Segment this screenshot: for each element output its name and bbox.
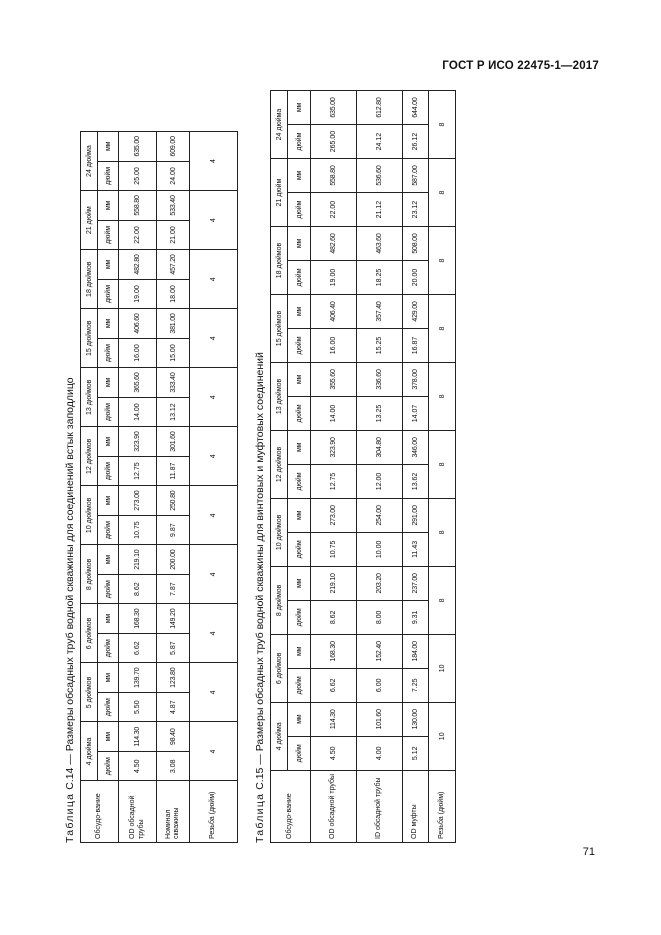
size-header: 12 дюймов (271, 430, 288, 498)
unit-inch-header: дюйм (288, 125, 311, 159)
cell: 14.00 (311, 396, 357, 430)
unit-mm-header: мм (98, 722, 119, 752)
row-label: OD обсадной трубы (119, 781, 157, 843)
cell: 273.00 (311, 498, 357, 532)
caption-label: Таблица (64, 792, 76, 843)
cell: 139.70 (119, 663, 157, 693)
cell: 4.50 (119, 751, 157, 781)
cell: 4 (190, 663, 238, 722)
cell: 378.00 (403, 362, 429, 396)
cell: 4 (190, 486, 238, 545)
cell: 15.25 (357, 328, 403, 362)
cell: 24.12 (357, 125, 403, 159)
unit-mm-header: мм (98, 250, 119, 280)
cell: 346.00 (403, 430, 429, 464)
cell: 20.00 (403, 261, 429, 295)
unit-inch-header: дюйм (98, 279, 119, 309)
cell: 10 (429, 634, 456, 702)
size-header: 18 дюймов (271, 227, 288, 295)
cell: 357.40 (357, 295, 403, 329)
cell: 219.10 (311, 566, 357, 600)
cell: 482.80 (119, 250, 157, 280)
cell: 101.60 (357, 702, 403, 736)
unit-header-row (98, 132, 119, 843)
size-header: 24 дюйма (271, 91, 288, 159)
cell: 16.00 (311, 328, 357, 362)
table-c15-block (250, 85, 456, 843)
unit-mm-header: мм (98, 663, 119, 693)
cell: 4 (190, 722, 238, 781)
cell: 463.60 (357, 227, 403, 261)
cell: 4.87 (157, 692, 190, 722)
table-row-thread (190, 132, 238, 843)
cell: 18.00 (157, 279, 190, 309)
unit-inch-header: дюйм (288, 668, 311, 702)
unit-mm-header: мм (98, 368, 119, 398)
cell: 365.60 (119, 368, 157, 398)
cell: 4 (190, 368, 238, 427)
size-header: 21 дюйм (271, 159, 288, 227)
unit-inch-header: дюйм (98, 397, 119, 427)
cell: 8 (429, 295, 456, 363)
cell: 5.12 (403, 736, 429, 770)
cell: 7.25 (403, 668, 429, 702)
cell: 6.62 (311, 668, 357, 702)
page-number: 71 (582, 846, 595, 858)
cell: 8 (429, 566, 456, 634)
size-header: 15 дюймов (81, 309, 98, 368)
cell: 13.12 (157, 397, 190, 427)
cell: 5.50 (119, 692, 157, 722)
table-row-nominal (157, 132, 190, 843)
cell: 4.00 (357, 736, 403, 770)
table-row-thread (429, 91, 456, 843)
table-c15 (270, 90, 456, 843)
size-header: 18 дюймов (81, 250, 98, 309)
cell: 19.00 (311, 261, 357, 295)
cell: 4 (190, 309, 238, 368)
cell: 333.40 (157, 368, 190, 398)
row-label: OD муфты (403, 770, 429, 842)
size-header: 24 дюйма (81, 132, 98, 191)
cell: 8 (429, 498, 456, 566)
size-header: 8 дюймов (81, 545, 98, 604)
size-header: 15 дюймов (271, 295, 288, 363)
table-row-id (357, 91, 403, 843)
cell: 123.80 (157, 663, 190, 693)
cell: 4 (190, 427, 238, 486)
unit-inch-header: дюйм (288, 261, 311, 295)
unit-mm-header: мм (98, 309, 119, 339)
cell: 12.00 (357, 464, 403, 498)
size-header: 10 дюймов (81, 486, 98, 545)
cell: 3.08 (157, 751, 190, 781)
cell: 265.00 (311, 125, 357, 159)
unit-inch-header: дюйм (98, 751, 119, 781)
size-header: 6 дюймов (81, 604, 98, 663)
cell: 612.80 (357, 91, 403, 125)
cell: 508.00 (403, 227, 429, 261)
cell: 4 (190, 250, 238, 309)
cell: 13.62 (403, 464, 429, 498)
cell: 8 (429, 227, 456, 295)
cell: 4 (190, 132, 238, 191)
unit-inch-header: дюйм (288, 736, 311, 770)
cell: 609.00 (157, 132, 190, 162)
unit-inch-header: дюйм (288, 193, 311, 227)
cell: 4 (190, 545, 238, 604)
cell: 11.43 (403, 532, 429, 566)
unit-inch-header: дюйм (288, 600, 311, 634)
cell: 219.10 (119, 545, 157, 575)
unit-mm-header: мм (288, 227, 311, 261)
cell: 336.60 (357, 362, 403, 396)
unit-mm-header: мм (288, 91, 311, 125)
cell: 406.60 (119, 309, 157, 339)
cell: 237.00 (403, 566, 429, 600)
unit-inch-header: дюйм (98, 515, 119, 545)
size-header: 8 дюймов (271, 566, 288, 634)
unit-inch-header: дюйм (98, 574, 119, 604)
table-row-od (119, 132, 157, 843)
caption-number: С.15 (254, 767, 266, 790)
unit-mm-header: мм (288, 498, 311, 532)
page-header: ГОСТ Р ИСО 22475-1—2017 (442, 60, 599, 72)
cell: 200.00 (157, 545, 190, 575)
unit-mm-header: мм (98, 545, 119, 575)
unit-inch-header: дюйм (98, 161, 119, 191)
cell: 482.60 (311, 227, 357, 261)
row-label: Резьба (дюйм) (429, 770, 456, 842)
cell: 25.00 (119, 161, 157, 191)
unit-inch-header: дюйм (288, 532, 311, 566)
unit-inch-header: дюйм (288, 328, 311, 362)
cell: 635.00 (311, 91, 357, 125)
cell: 15.00 (157, 338, 190, 368)
cell: 10.00 (357, 532, 403, 566)
cell: 21.00 (157, 220, 190, 250)
cell: 406.40 (311, 295, 357, 329)
cell: 291.00 (403, 498, 429, 532)
cell: 12.75 (119, 456, 157, 486)
cell: 8.62 (119, 574, 157, 604)
unit-header-row (288, 91, 311, 843)
corner-header: Обсудо-вание (271, 770, 311, 842)
unit-mm-header: мм (288, 295, 311, 329)
cell: 9.31 (403, 600, 429, 634)
cell: 18.25 (357, 261, 403, 295)
cell: 558.80 (119, 191, 157, 221)
cell: 429.00 (403, 295, 429, 329)
cell: 533.40 (157, 191, 190, 221)
caption-number: С.14 (64, 767, 76, 790)
cell: 10 (429, 702, 456, 770)
unit-inch-header: дюйм (288, 396, 311, 430)
cell: 273.00 (119, 486, 157, 516)
table-row-od (311, 91, 357, 843)
cell: 152.40 (357, 634, 403, 668)
cell: 8 (429, 430, 456, 498)
cell: 184.00 (403, 634, 429, 668)
size-header: 4 дюйма (271, 702, 288, 770)
table-header-row (271, 91, 288, 843)
unit-inch-header: дюйм (98, 220, 119, 250)
cell: 149.20 (157, 604, 190, 634)
cell: 12.75 (311, 464, 357, 498)
cell: 203.20 (357, 566, 403, 600)
cell: 114.30 (311, 702, 357, 736)
row-label: Номинал скважины (157, 781, 190, 843)
table-c15-caption (250, 85, 270, 843)
cell: 301.60 (157, 427, 190, 457)
cell: 4 (190, 191, 238, 250)
size-header: 4 дюйма (81, 722, 98, 781)
cell: 6.00 (357, 668, 403, 702)
caption-text: — Размеры обсадных труб водной скважины для соединений встык заподлицо (64, 377, 76, 768)
cell: 11.87 (157, 456, 190, 486)
cell: 5.87 (157, 633, 190, 663)
unit-mm-header: мм (288, 430, 311, 464)
cell: 4 (190, 604, 238, 663)
cell: 130.00 (403, 702, 429, 736)
row-label: ID обсадной трубы (357, 770, 403, 842)
row-label: OD обсадной трубы (311, 770, 357, 842)
table-c14-block (60, 85, 238, 843)
size-header: 10 дюймов (271, 498, 288, 566)
caption-label: Таблица (254, 792, 266, 843)
cell: 22.00 (311, 193, 357, 227)
cell: 168.30 (119, 604, 157, 634)
unit-inch-header: дюйм (98, 338, 119, 368)
unit-inch-header: дюйм (98, 692, 119, 722)
unit-mm-header: мм (288, 362, 311, 396)
cell: 10.75 (119, 515, 157, 545)
cell: 16.00 (119, 338, 157, 368)
cell: 16.87 (403, 328, 429, 362)
unit-mm-header: мм (288, 702, 311, 736)
cell: 14.07 (403, 396, 429, 430)
cell: 13.25 (357, 396, 403, 430)
cell: 381.00 (157, 309, 190, 339)
cell: 10.75 (311, 532, 357, 566)
cell: 250.80 (157, 486, 190, 516)
cell: 304.80 (357, 430, 403, 464)
cell: 355.60 (311, 362, 357, 396)
cell: 587.00 (403, 159, 429, 193)
size-header: 21 дюйм (81, 191, 98, 250)
row-label: Резьба (дюйм) (190, 781, 238, 843)
corner-header: Обсудо-вание (81, 781, 119, 843)
size-header: 6 дюймов (271, 634, 288, 702)
cell: 98.40 (157, 722, 190, 752)
unit-mm-header: мм (288, 159, 311, 193)
cell: 22.00 (119, 220, 157, 250)
cell: 6.62 (119, 633, 157, 663)
table-row-coupling-od (403, 91, 429, 843)
cell: 8 (429, 362, 456, 430)
cell: 114.30 (119, 722, 157, 752)
cell: 7.87 (157, 574, 190, 604)
size-header: 13 дюймов (271, 362, 288, 430)
cell: 168.30 (311, 634, 357, 668)
table-c14-caption (60, 85, 80, 843)
cell: 635.00 (119, 132, 157, 162)
size-header: 5 дюймов (81, 663, 98, 722)
cell: 23.12 (403, 193, 429, 227)
size-header: 13 дюймов (81, 368, 98, 427)
unit-inch-header: дюйм (98, 633, 119, 663)
cell: 254.00 (357, 498, 403, 532)
unit-mm-header: мм (288, 634, 311, 668)
cell: 536.60 (357, 159, 403, 193)
unit-mm-header: мм (98, 486, 119, 516)
cell: 4.50 (311, 736, 357, 770)
cell: 14.00 (119, 397, 157, 427)
cell: 8 (429, 91, 456, 159)
unit-mm-header: мм (288, 566, 311, 600)
cell: 24.00 (157, 161, 190, 191)
caption-text: — Размеры обсадных труб водной скважины для винтовых и муфтовых соединений (254, 352, 266, 768)
unit-mm-header: мм (98, 604, 119, 634)
cell: 21.12 (357, 193, 403, 227)
cell: 457.20 (157, 250, 190, 280)
table-c14 (80, 131, 238, 843)
cell: 8.62 (311, 600, 357, 634)
cell: 558.80 (311, 159, 357, 193)
cell: 8.00 (357, 600, 403, 634)
cell: 323.90 (311, 430, 357, 464)
cell: 644.00 (403, 91, 429, 125)
size-header: 12 дюймов (81, 427, 98, 486)
unit-inch-header: дюйм (288, 464, 311, 498)
cell: 323.90 (119, 427, 157, 457)
unit-mm-header: мм (98, 132, 119, 162)
cell: 8 (429, 159, 456, 227)
cell: 19.00 (119, 279, 157, 309)
unit-mm-header: мм (98, 427, 119, 457)
unit-inch-header: дюйм (98, 456, 119, 486)
table-header-row (81, 132, 98, 843)
cell: 9.87 (157, 515, 190, 545)
unit-mm-header: мм (98, 191, 119, 221)
cell: 26.12 (403, 125, 429, 159)
